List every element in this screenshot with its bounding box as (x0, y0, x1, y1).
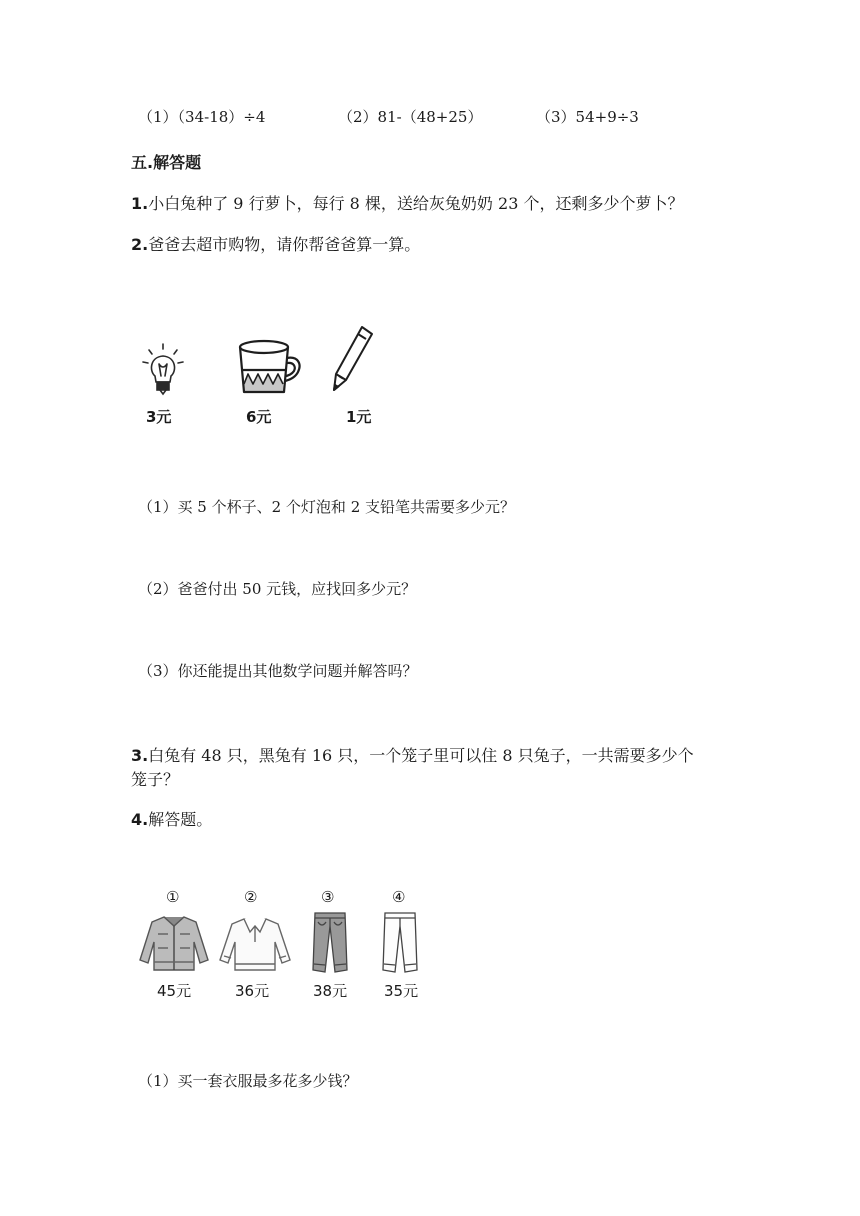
subquestion: （1）买一套衣服最多花多少钱？ (138, 1072, 358, 1090)
item-number: ② (244, 888, 258, 906)
item-number: ④ (392, 888, 406, 906)
expression-2: （2）81-（48+25） (338, 108, 483, 126)
expression-1: （1）（34-18）÷4 (138, 108, 266, 126)
question-text: 小白兔种了 9 行萝卜，每行 8 棵，送给灰兔奶奶 23 个，还剩多少个萝卜？ (148, 194, 684, 213)
question-number: 2. (131, 235, 149, 254)
trousers-icon (380, 910, 420, 974)
question-4 (131, 807, 212, 830)
item-price: 1元 (346, 408, 372, 426)
question-number: 3. (131, 746, 149, 765)
question-3-continued: 笼子？ (131, 770, 180, 789)
item-price: 36元 (235, 982, 270, 1000)
item-number: ③ (321, 888, 335, 906)
jeans-icon (310, 910, 350, 974)
sweater-icon (218, 916, 292, 972)
question-text: 爸爸去超市购物，请你帮爸爸算一算。 (148, 235, 421, 254)
item-price: 6元 (246, 408, 272, 426)
subquestion: （1）买 5 个杯子、2 个灯泡和 2 支铅笔共需要多少元？ (138, 498, 516, 516)
item-price: 38元 (313, 982, 348, 1000)
item-number: ① (166, 888, 180, 906)
item-price: 45元 (157, 982, 192, 1000)
subquestion: （3）你还能提出其他数学问题并解答吗？ (138, 662, 418, 680)
lightbulb-icon (138, 340, 188, 400)
cup-icon (236, 338, 302, 398)
jacket-icon (138, 914, 210, 972)
question-number: 4. (131, 810, 149, 829)
question-3 (131, 743, 694, 766)
expression-3: （3）54+9÷3 (536, 108, 639, 126)
question-text: 白兔有 48 只，黑兔有 16 只，一个笼子里可以住 8 只兔子，一共需要多少个 (148, 746, 694, 765)
question-text: 解答题。 (148, 810, 213, 829)
subquestion: （2）爸爸付出 50 元钱，应找回多少元？ (138, 580, 417, 598)
pencil-icon (330, 324, 376, 394)
section-title: 五.解答题 (131, 153, 202, 172)
question-2 (131, 232, 420, 255)
item-price: 3元 (146, 408, 172, 426)
item-price: 35元 (384, 982, 419, 1000)
question-1 (131, 191, 683, 214)
question-number: 1. (131, 194, 149, 213)
